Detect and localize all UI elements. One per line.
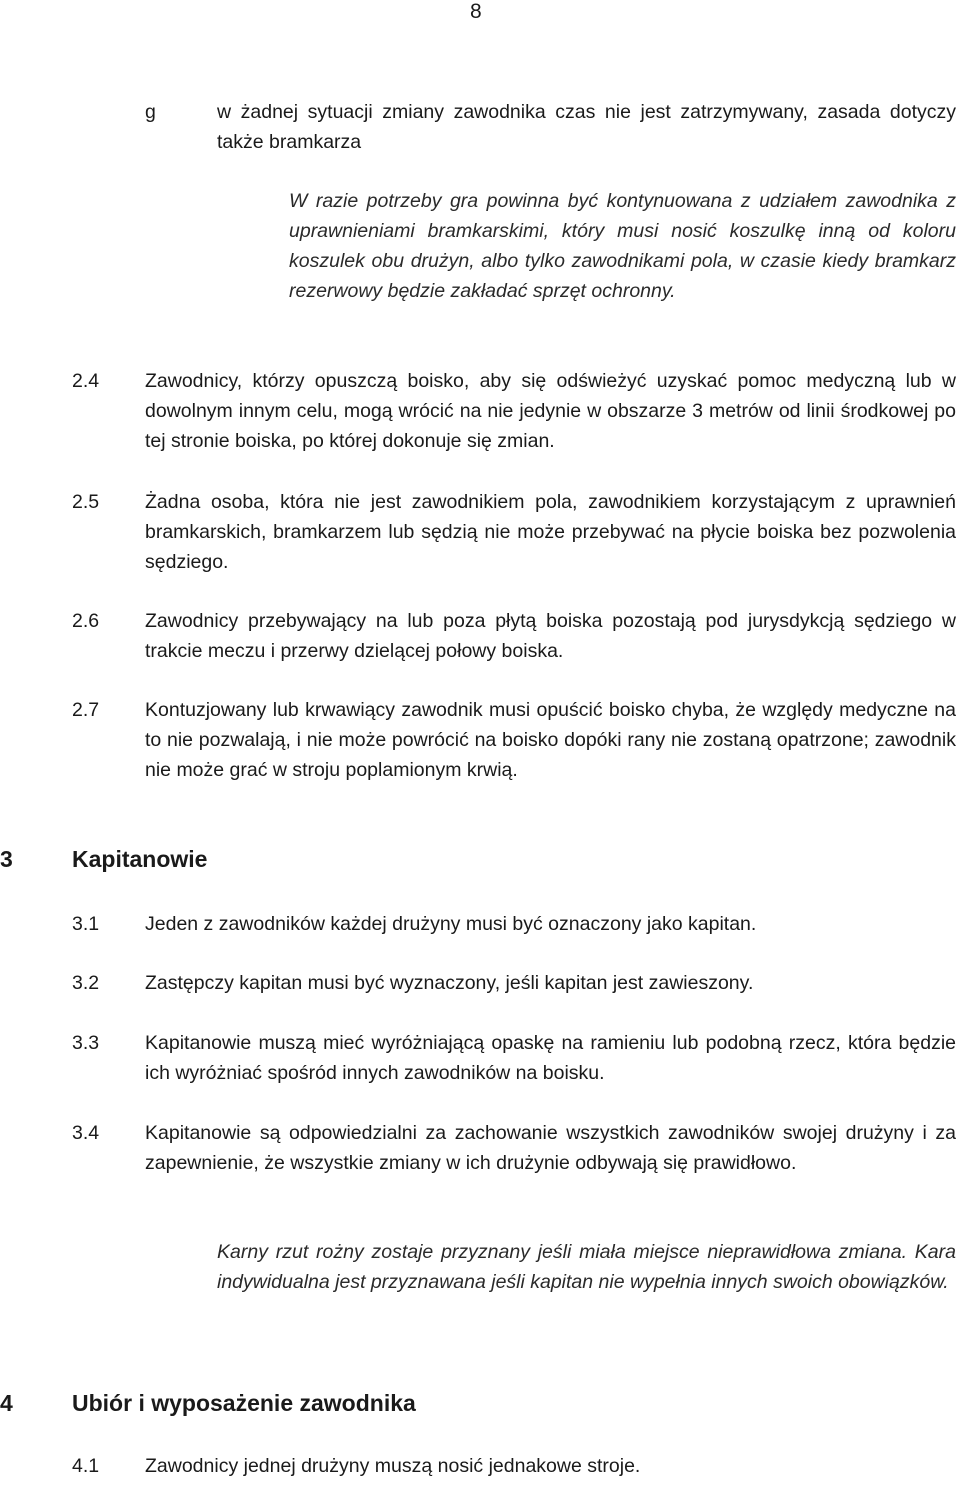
item-g-text: w żadnej sytuacji zmiany zawodnika czas nie jest zatrzymywany, zasada dotyczy także bramkarza: [217, 101, 956, 153]
section-number: 3: [0, 846, 13, 872]
item-number: 4.1: [72, 1455, 100, 1477]
item-number: 3.3: [72, 1032, 100, 1054]
item-text: Kontuzjowany lub krwawiący zawodnik musi opuścić boisko chyba, że względy medyczne na to nie pozwalają, i nie może powrócić na boisko dopóki rany nie zostaną opatrzone; zawodnik nie może grać w stroju poplamionym krwią.: [145, 699, 956, 781]
item-text: Zastępczy kapitan musi być wyznaczony, jeśli kapitan jest zawieszony.: [145, 972, 754, 994]
item-text: Zawodnicy, którzy opuszczą boisko, aby się odświeżyć uzyskać pomoc medyczną lub w dowolnym innym celu, mogą wrócić na nie jedynie w obszarze 3 metrów od linii środkowej po tej stronie boiska, po której dokonuje się zmian.: [145, 370, 956, 452]
item-number: 3.2: [72, 972, 100, 994]
item-text: Jeden z zawodników każdej drużyny musi być oznaczony jako kapitan.: [145, 913, 757, 935]
section-number: 4: [0, 1390, 13, 1416]
item-text: Zawodnicy jednej drużyny muszą nosić jednakowe stroje.: [145, 1455, 641, 1477]
item-number: 2.6: [72, 610, 100, 632]
item-text: Zawodnicy przebywający na lub poza płytą boiska pozostają pod jurysdykcją sędziego w trakcie meczu i przerwy dzielącej połowy boiska.: [145, 610, 956, 662]
item-text: Kapitanowie są odpowiedzialni za zachowanie wszystkich zawodników swojej drużyny i za zapewnienie, że wszystkie zmiany w ich drużynie odbywają się prawidłowo.: [145, 1122, 956, 1174]
list-marker-g: g: [145, 101, 156, 123]
item-number: 2.5: [72, 491, 100, 513]
item-text: Żadna osoba, która nie jest zawodnikiem pola, zawodnikiem korzystającym z uprawnień bramkarskich, bramkarzem lub sędzią nie może przebywać na płycie boiska bez pozwolenia sędziego.: [145, 491, 956, 573]
note-section3: Karny rzut rożny zostaje przyznany jeśli miała miejsce nieprawidłowa zmiana. Kara indywidualna jest przyznawana jeśli kapitan nie wypełnia innych swoich obowiązków.: [217, 1241, 956, 1293]
item-number: 3.1: [72, 913, 100, 935]
item-text: Kapitanowie muszą mieć wyróżniającą opaskę na ramieniu lub podobną rzecz, która będzie ich wyróżniać spośród innych zawodników na boisku.: [145, 1032, 956, 1084]
item-number: 2.4: [72, 370, 100, 392]
note-g: W razie potrzeby gra powinna być kontynuowana z udziałem zawodnika z uprawnieniami bramkarskimi, który musi nosić koszulkę inną od koloru koszulek obu drużyn, albo tylko zawodnikami pola, w czasie kiedy bramkarz rezerwowy będzie zakładać sprzęt ochronny.: [289, 190, 956, 302]
item-number: 3.4: [72, 1122, 100, 1144]
page-number: 8: [470, 0, 482, 23]
section-title: Kapitanowie: [72, 846, 208, 872]
item-number: 2.7: [72, 699, 100, 721]
section-title: Ubiór i wyposażenie zawodnika: [72, 1390, 416, 1416]
